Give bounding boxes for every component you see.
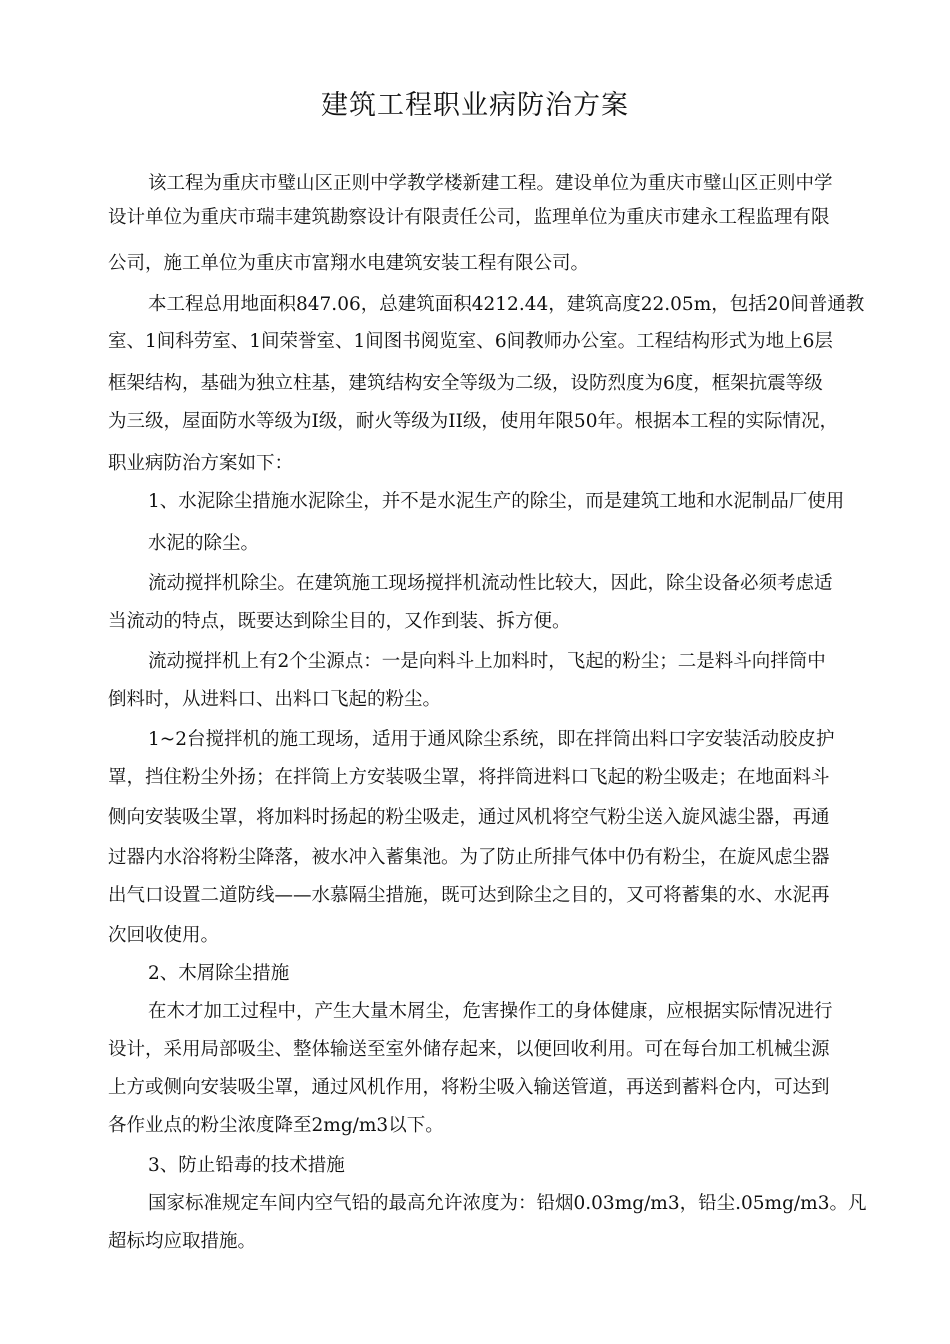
paragraph-line: 流动搅拌机除尘。在建筑施工现场搅拌机流动性比较大，因此，除尘设备必须考虑适	[148, 573, 833, 594]
paragraph-line: 1~2台搅拌机的施工现场，适用于通风除尘系统，即在拌筒出料口字安装活动胶皮护	[148, 729, 835, 750]
paragraph-line: 出气口设置二道防线——水慕隔尘措施，既可达到除尘之目的，又可将蓄集的水、水泥再	[108, 885, 830, 906]
paragraph-line: 罩，挡住粉尘外扬；在拌筒上方安装吸尘罩，将拌筒进料口飞起的粉尘吸走；在地面料斗	[108, 767, 830, 788]
paragraph-line: 本工程总用地面积847.06，总建筑面积4212.44，建筑高度22.05m，包括20间普通教	[148, 294, 865, 315]
paragraph-line: 为三级，屋面防水等级为I级，耐火等级为II级，使用年限50年。根据本工程的实际情况，	[108, 411, 838, 432]
paragraph-line: 职业病防治方案如下：	[108, 453, 294, 474]
paragraph-line: 设计，采用局部吸尘、整体输送至室外储存起来，以便回收利用。可在每台加工机械尘源	[108, 1039, 830, 1060]
paragraph-line: 公司，施工单位为重庆市富翔水电建筑安装工程有限公司。	[108, 253, 590, 274]
paragraph-line: 流动搅拌机上有2个尘源点：一是向料斗上加料时，飞起的粉尘；二是料斗向拌筒中	[148, 651, 826, 672]
document-title: 建筑工程职业病防治方案	[321, 90, 629, 121]
paragraph-line: 上方或侧向安装吸尘罩，通过风机作用，将粉尘吸入输送管道，再送到蓄料仓内，可达到	[108, 1077, 830, 1098]
paragraph-line: 过器内水浴将粉尘降落，被水冲入蓄集池。为了防止所排气体中仍有粉尘，在旋风虑尘器	[108, 847, 830, 868]
paragraph-line: 在木才加工过程中，产生大量木屑尘，危害操作工的身体健康，应根据实际情况进行	[148, 1001, 833, 1022]
paragraph-line: 侧向安装吸尘罩，将加料时扬起的粉尘吸走，通过风机将空气粉尘送入旋风滤尘器，再通	[108, 807, 830, 828]
paragraph-line: 倒料时，从进料口、出料口飞起的粉尘。	[108, 689, 442, 710]
paragraph-line: 国家标准规定车间内空气铅的最高允许浓度为：铅烟0.03mg/m3，铅尘.05mg/m3。凡	[148, 1193, 867, 1214]
paragraph-line: 该工程为重庆市璧山区正则中学教学楼新建工程。建设单位为重庆市璧山区正则中学	[148, 173, 833, 194]
paragraph-line: 次回收使用。	[108, 925, 220, 946]
paragraph-line: 各作业点的粉尘浓度降至2mg/m3以下。	[108, 1115, 444, 1136]
section-heading-line: 2、木屑除尘措施	[148, 963, 290, 984]
paragraph-line: 水泥的除尘。	[148, 533, 260, 554]
paragraph-line: 室、1间科劳室、1间荣誉室、1间图书阅览室、6间教师办公室。工程结构形式为地上6层	[108, 331, 833, 352]
paragraph-line: 当流动的特点，既要达到除尘目的，又作到装、拆方便。	[108, 611, 571, 632]
section-heading-line: 1、水泥除尘措施水泥除尘，并不是水泥生产的除尘，而是建筑工地和水泥制品厂使用	[148, 491, 845, 512]
paragraph-line: 框架结构，基础为独立柱基，建筑结构安全等级为二级，设防烈度为6度，框架抗震等级	[108, 373, 823, 394]
section-heading-line: 3、防止铅毒的技术措施	[148, 1155, 345, 1176]
paragraph-line: 设计单位为重庆市瑞丰建筑勘察设计有限责任公司，监理单位为重庆市建永工程监理有限	[108, 207, 830, 228]
paragraph-line: 超标均应取措施。	[108, 1231, 257, 1252]
